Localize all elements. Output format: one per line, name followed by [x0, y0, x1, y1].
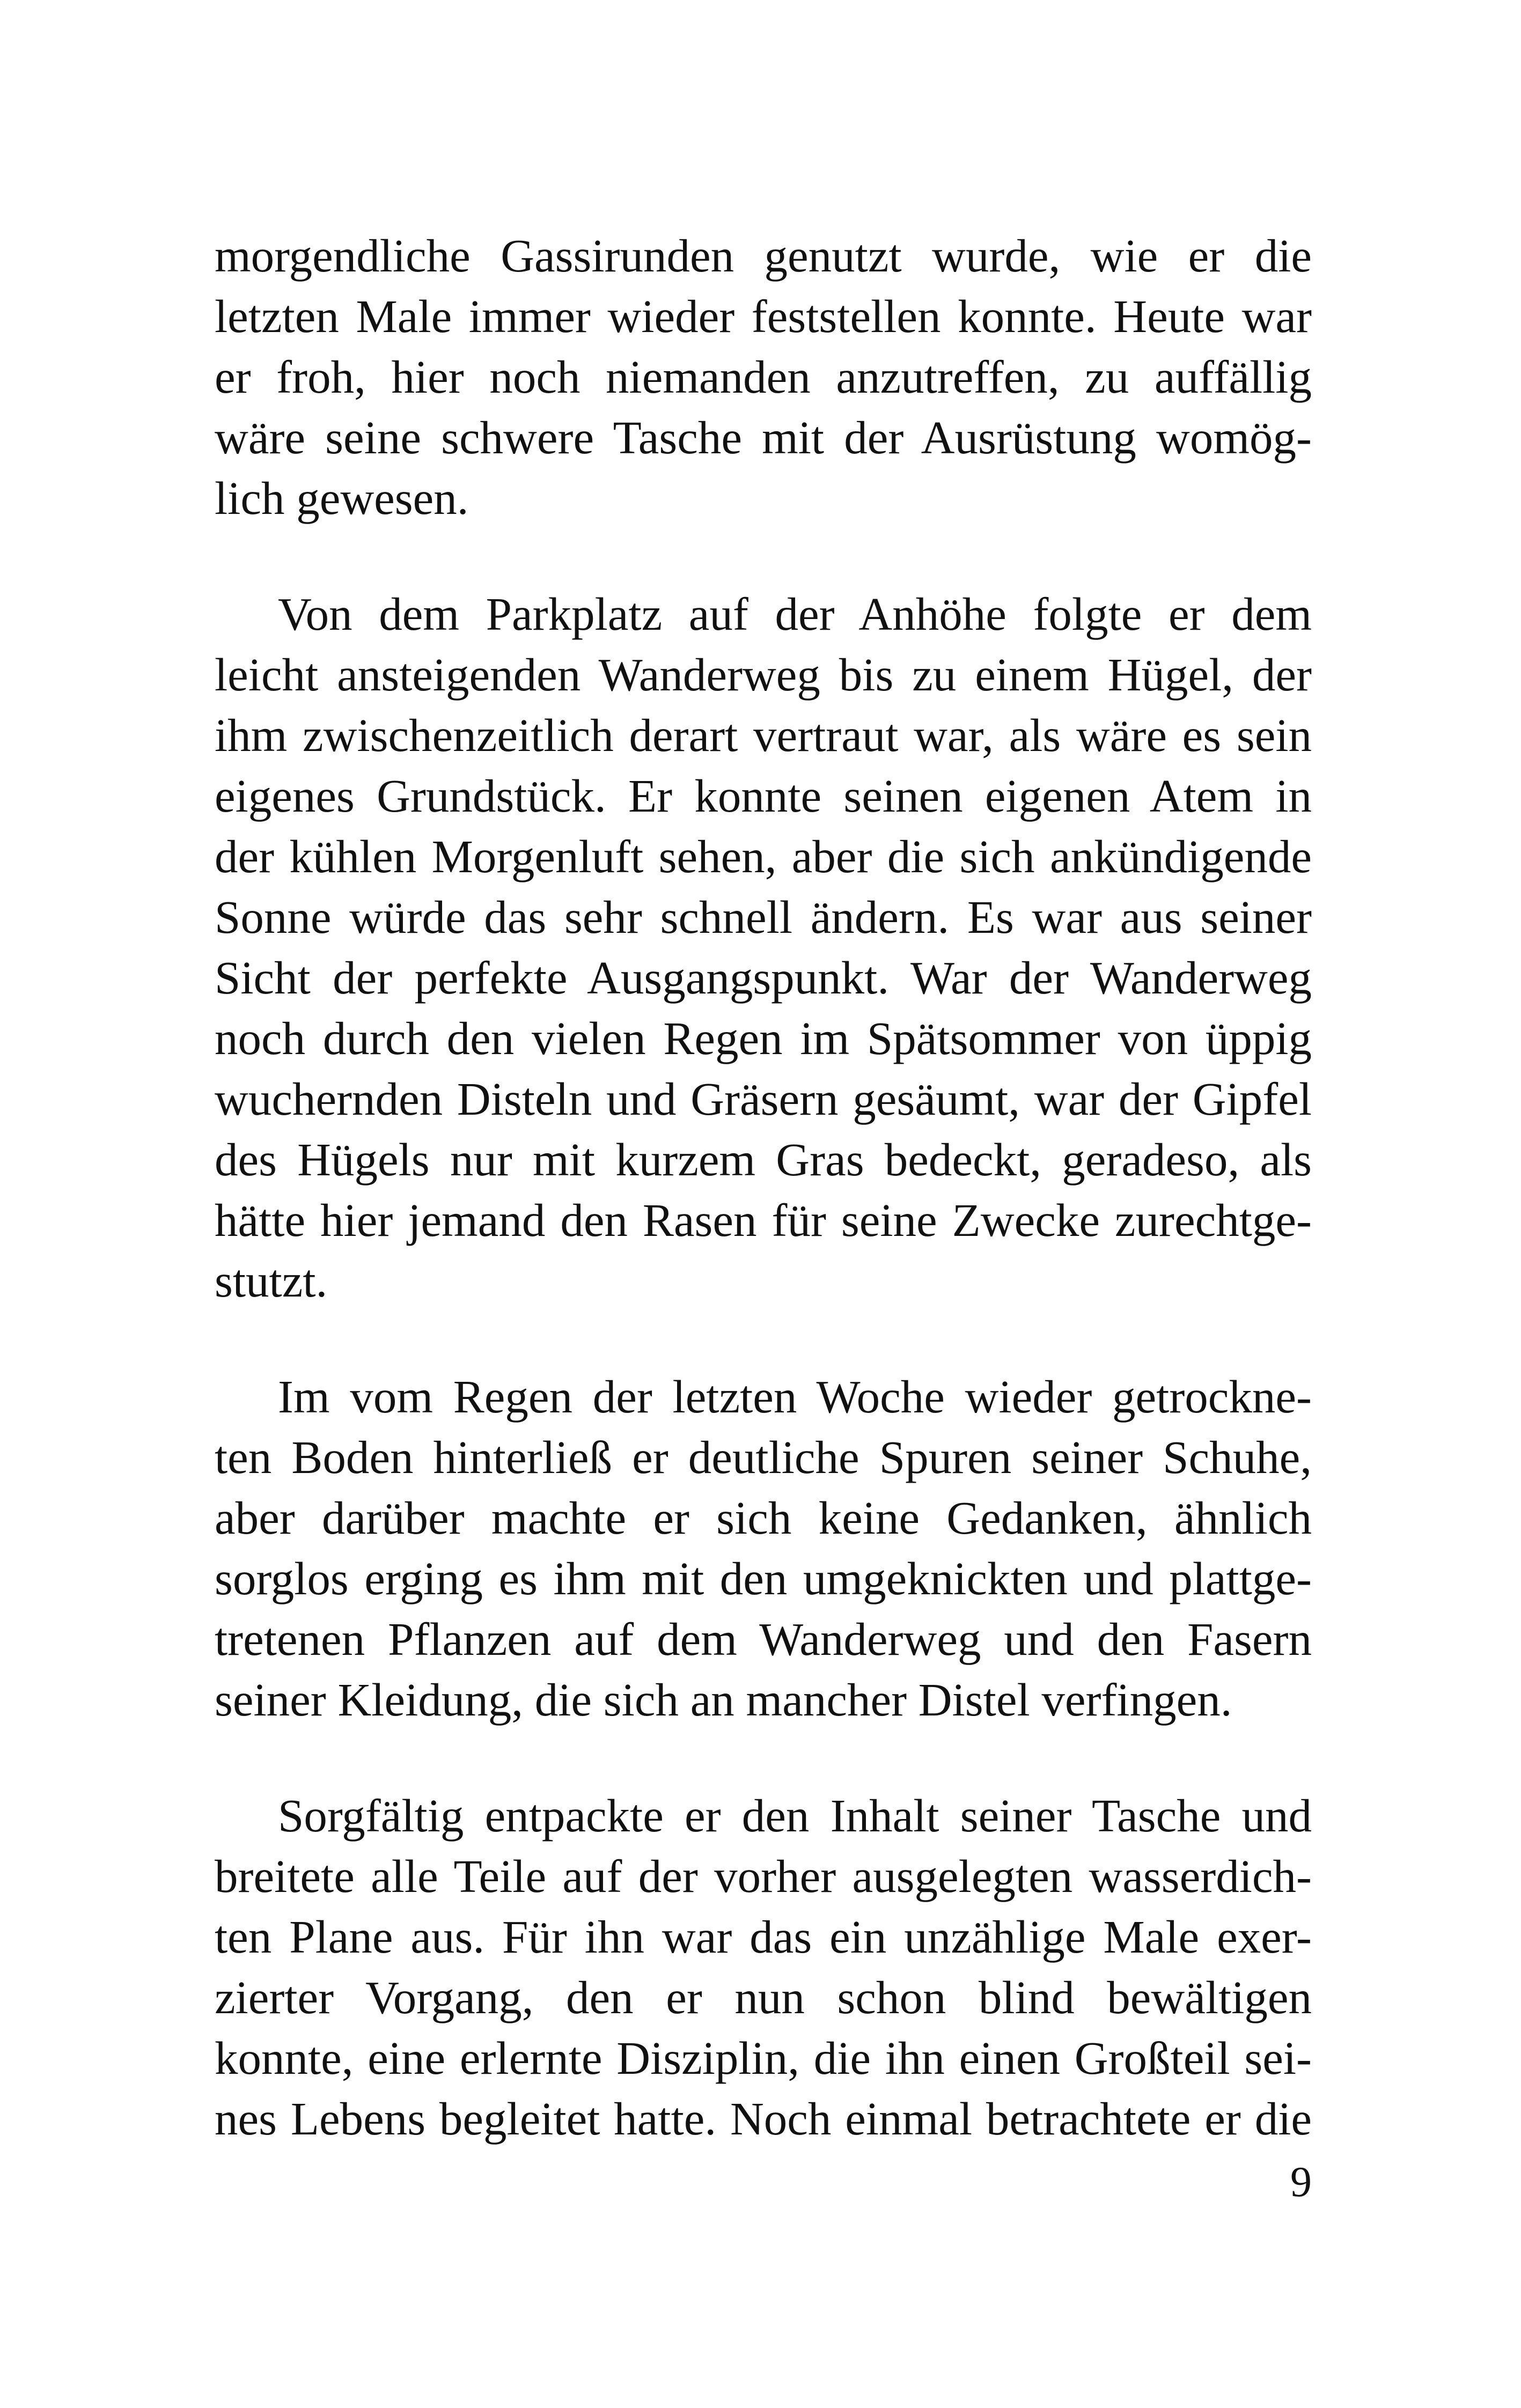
text-line: ten Plane aus. Für ihn war das ein unzählige Male exer- [215, 1911, 1312, 1963]
text-line: aber darüber machte er sich keine Gedanken, ähnlich [215, 1492, 1312, 1544]
text-line: sorglos erging es ihm mit den umgeknickten und plattge- [215, 1552, 1312, 1604]
text-line: leicht ansteigenden Wanderweg bis zu einem Hügel, der [215, 649, 1312, 701]
text-line: der kühlen Morgenluft sehen, aber die sich ankündigende [215, 830, 1312, 882]
text-line: stutzt. [215, 1255, 328, 1307]
paragraph-4 [215, 1785, 1312, 2149]
paragraph-3 [215, 1366, 1312, 1730]
text-line: er froh, hier noch niemanden anzutreffen, zu auffällig [215, 351, 1312, 403]
text-line: ten Boden hinterließ er deutliche Spuren seiner Schuhe, [215, 1431, 1312, 1483]
text-line: breitete alle Teile auf der vorher ausgelegten wasserdich- [215, 1850, 1312, 1902]
text-line: des Hügels nur mit kurzem Gras bedeckt, geradeso, als [215, 1133, 1312, 1185]
page-body-text [215, 225, 1312, 2149]
text-line: konnte, eine erlernte Disziplin, die ihn einen Großteil sei- [215, 2032, 1312, 2084]
page-number: 9 [1290, 2159, 1312, 2206]
text-line: morgendliche Gassirunden genutzt wurde, wie er die [215, 230, 1312, 282]
text-line: Sicht der perfekte Ausgangspunkt. War der Wanderweg [215, 952, 1312, 1004]
text-line: Sorgfältig entpackte er den Inhalt seiner Tasche und [278, 1790, 1312, 1842]
text-line: nes Lebens begleitet hatte. Noch einmal betrachtete er die [215, 2093, 1312, 2145]
text-line: eigenes Grundstück. Er konnte seinen eigenen Atem in [215, 770, 1312, 822]
text-line: Sonne würde das sehr schnell ändern. Es war aus seiner [215, 891, 1312, 943]
text-line: Im vom Regen der letzten Woche wieder getrockne- [278, 1371, 1312, 1423]
text-line: Von dem Parkplatz auf der Anhöhe folgte er dem [278, 588, 1312, 640]
text-line: noch durch den vielen Regen im Spätsommer von üppig [215, 1012, 1312, 1064]
text-line: hätte hier jemand den Rasen für seine Zwecke zurechtge- [215, 1194, 1312, 1246]
text-line: letzten Male immer wieder feststellen konnte. Heute war [215, 290, 1312, 342]
text-line: ihm zwischenzeitlich derart vertraut war, als wäre es sein [215, 709, 1312, 761]
text-line: wuchernden Disteln und Gräsern gesäumt, war der Gipfel [215, 1073, 1312, 1125]
text-line: tretenen Pflanzen auf dem Wanderweg und den Fasern [215, 1613, 1312, 1665]
paragraph-1 [215, 225, 1312, 528]
paragraph-2 [215, 584, 1312, 1311]
text-line: wäre seine schwere Tasche mit der Ausrüstung womög- [215, 411, 1312, 463]
text-line: seiner Kleidung, die sich an mancher Distel verfingen. [215, 1674, 1232, 1726]
text-line: lich gewesen. [215, 472, 469, 524]
text-line: zierter Vorgang, den er nun schon blind bewältigen [215, 1971, 1312, 2023]
